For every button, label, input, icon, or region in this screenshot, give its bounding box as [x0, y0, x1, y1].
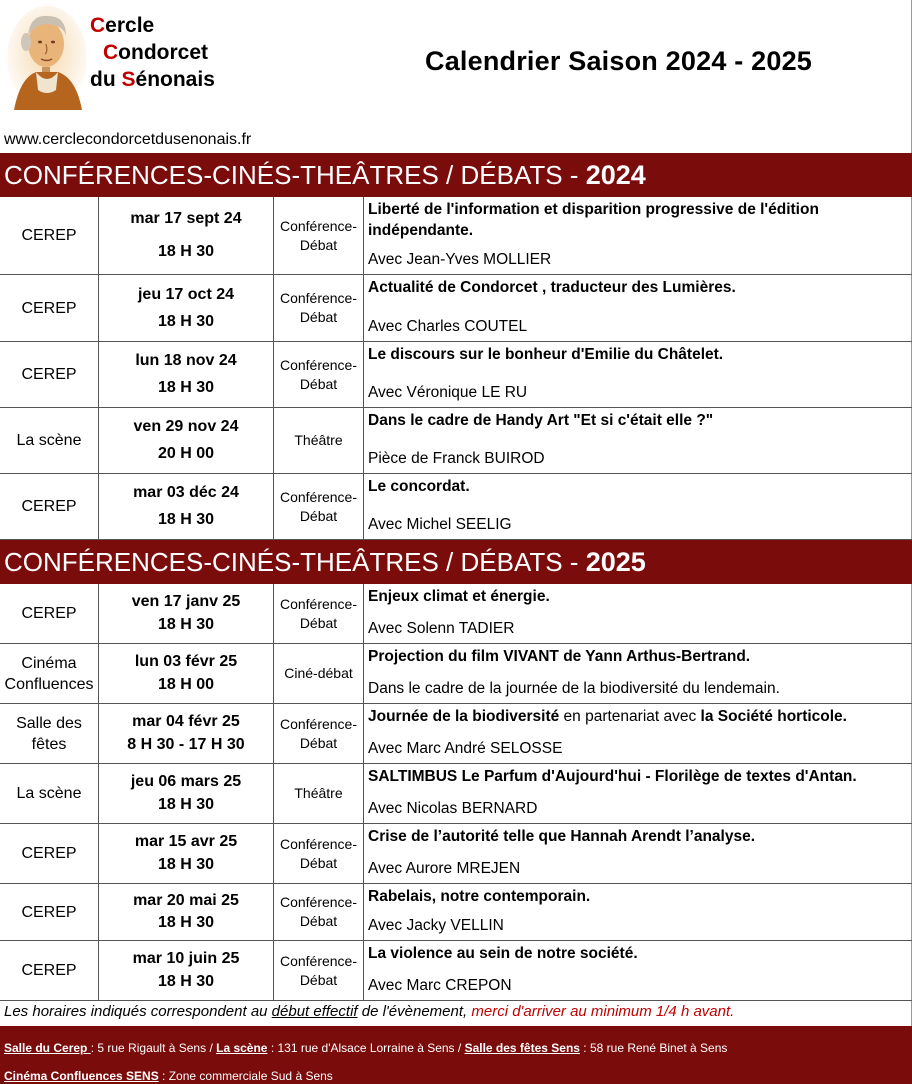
note-part1: Les horaires indiqués correspondent au: [4, 1003, 272, 1020]
table-row: [0, 644, 912, 704]
event-title-line: [368, 199, 908, 241]
event-speaker: Avec Jacky VELLIN: [368, 917, 504, 934]
event-place: CEREP: [0, 884, 99, 940]
event-time: 18 H 00: [157, 676, 215, 694]
event-time: 18 H 30: [157, 510, 215, 528]
logo-rest-3: énonais: [135, 68, 215, 91]
table-row: [0, 824, 912, 884]
event-datetime: [99, 275, 274, 341]
event-date: ven 29 nov 24: [133, 418, 239, 436]
event-title-line: [368, 826, 908, 847]
event-place: CEREP: [0, 824, 99, 883]
event-type: Conférence-Débat: [274, 474, 364, 539]
event-details: [364, 584, 912, 643]
event-title-line: [368, 943, 908, 964]
page-title: Calendrier Saison 2024 - 2025: [425, 46, 813, 76]
table-row: [0, 275, 912, 342]
event-place: CEREP: [0, 275, 99, 341]
event-title-line: [368, 706, 908, 727]
event-title: Dans le cadre de Handy Art "Et si c'était elle ?": [368, 412, 714, 429]
event-datetime: [99, 197, 274, 274]
event-place: La scène: [0, 408, 99, 473]
event-date: ven 17 janv 25: [131, 592, 241, 610]
event-time: 18 H 30: [157, 796, 215, 814]
venue-scene-address: : 131 rue d'Alsace Lorraine à Sens /: [267, 1041, 465, 1055]
event-date: mar 20 mai 25: [133, 892, 239, 909]
event-speaker: Avec Marc André SELOSSE: [368, 740, 563, 757]
event-date: mar 03 déc 24: [133, 484, 239, 502]
website-link[interactable]: www.cerclecondorcetdusenonais.fr: [4, 131, 252, 148]
event-datetime: [99, 764, 274, 823]
table-row: [0, 474, 912, 540]
event-title: Liberté de l'information et disparition progressive de l'édition indépendante.: [368, 201, 819, 239]
logo-cap-2: C: [103, 41, 119, 64]
section-year: 2025: [585, 547, 646, 577]
event-date: mar 17 sept 24: [130, 210, 242, 228]
event-time: 18 H 30: [157, 973, 215, 991]
event-place: CEREP: [0, 584, 99, 643]
event-title: SALTIMBUS Le Parfum d'Aujourd'hui - Florilège de textes d'Antan.: [368, 768, 857, 785]
table-row: [0, 197, 912, 275]
venue-cerep-address: : 5 rue Rigault à Sens /: [90, 1041, 217, 1055]
event-datetime: [99, 408, 274, 473]
event-speaker: Pièce de Franck BUIROD: [368, 450, 545, 467]
event-time: 18 H 30: [157, 914, 215, 931]
event-speaker: Avec Véronique LE RU: [368, 384, 528, 401]
logo-cap-3: S: [121, 68, 136, 91]
event-type: Conférence-Débat: [274, 824, 364, 883]
logo-pre-3: du: [90, 68, 122, 91]
event-datetime: [99, 474, 274, 539]
event-place: CEREP: [0, 474, 99, 539]
event-place: Salle des fêtes: [0, 704, 99, 763]
event-title-line: [368, 277, 908, 298]
event-date: lun 18 nov 24: [135, 352, 237, 370]
event-title-line: [368, 766, 908, 787]
table-row: [0, 941, 912, 1001]
event-date: jeu 06 mars 25: [130, 772, 242, 790]
venue-salle-fetes-name: Salle des fêtes Sens: [464, 1041, 580, 1055]
timing-note: [4, 1003, 734, 1020]
venues-footer: [0, 1026, 912, 1084]
event-title: Crise de l’autorité telle que Hannah Arendt l’analyse.: [368, 828, 756, 845]
event-date: jeu 17 oct 24: [137, 285, 235, 303]
note-underlined: début effectif: [271, 1003, 358, 1020]
event-title-end: la Société horticole.: [700, 708, 847, 725]
section-year: 2024: [585, 160, 646, 190]
event-speaker: Avec Charles COUTEL: [368, 318, 528, 335]
event-type: Conférence-Débat: [274, 941, 364, 1000]
event-title-extra: en partenariat avec: [559, 708, 701, 725]
event-datetime: [99, 824, 274, 883]
condorcet-portrait-logo: [6, 6, 88, 112]
event-details: [364, 197, 912, 274]
event-type: Ciné-débat: [274, 644, 364, 703]
event-place: Cinéma Confluences: [0, 644, 99, 703]
event-time: 18 H 30: [157, 856, 215, 874]
event-type: Conférence-Débat: [274, 197, 364, 274]
event-details: [364, 275, 912, 341]
event-details: [364, 342, 912, 407]
logo-cap-1: C: [90, 14, 106, 37]
venue-cerep-name: Salle du Cerep: [4, 1041, 91, 1055]
event-speaker: Dans le cadre de la journée de la biodiversité du lendemain.: [368, 680, 780, 697]
event-details: [364, 704, 912, 763]
event-type: Conférence-Débat: [274, 704, 364, 763]
event-details: [364, 408, 912, 473]
events-table: [0, 153, 912, 1001]
event-datetime: [99, 884, 274, 940]
event-speaker: Avec Jean-Yves MOLLIER: [368, 251, 552, 268]
event-title: Le discours sur le bonheur d'Emilie du Châtelet.: [368, 346, 724, 363]
event-datetime: [99, 584, 274, 643]
event-datetime: [99, 342, 274, 407]
venue-salle-fetes-address: : 58 rue René Binet à Sens: [579, 1041, 728, 1055]
event-details: [364, 644, 912, 703]
event-title-line: [368, 646, 908, 667]
event-title-line: [368, 476, 908, 497]
note-part2: de l'évènement,: [357, 1003, 472, 1020]
note-red: merci d'arriver au minimum 1/4 h avant.: [471, 1003, 735, 1020]
section-header: [0, 153, 912, 197]
event-speaker: Avec Solenn TADIER: [368, 620, 515, 637]
event-title: Le concordat.: [368, 478, 470, 495]
club-logo-text: [90, 12, 215, 93]
event-datetime: [99, 941, 274, 1000]
event-details: [364, 474, 912, 539]
section-label: CONFÉRENCES-CINÉS-THEÂTRES / DÉBATS -: [4, 160, 586, 190]
table-row: [0, 704, 912, 764]
event-speaker: Avec Nicolas BERNARD: [368, 800, 538, 817]
event-details: [364, 941, 912, 1000]
event-title: Rabelais, notre contemporain.: [368, 888, 591, 905]
venue-cinema-address: : Zone commerciale Sud à Sens: [158, 1069, 333, 1083]
event-title-line: [368, 886, 908, 907]
event-place: La scène: [0, 764, 99, 823]
table-row: [0, 764, 912, 824]
event-title-line: [368, 586, 908, 607]
table-row: [0, 584, 912, 644]
section-header: [0, 540, 912, 584]
event-speaker: Avec Michel SEELIG: [368, 516, 512, 533]
logo-rest-2: ondorcet: [118, 41, 209, 64]
event-time: 18 H 30: [157, 312, 215, 330]
event-details: [364, 764, 912, 823]
event-place: CEREP: [0, 941, 99, 1000]
header: [0, 0, 912, 152]
event-date: mar 04 févr 25: [132, 712, 240, 730]
event-speaker: Avec Marc CREPON: [368, 977, 512, 994]
table-row: [0, 342, 912, 408]
event-title: Enjeux climat et énergie.: [368, 588, 550, 605]
event-time: 18 H 30: [157, 378, 215, 396]
event-type: Conférence-Débat: [274, 342, 364, 407]
event-title: Actualité de Condorcet , traducteur des Lumières.: [368, 279, 736, 296]
event-type: Théâtre: [274, 764, 364, 823]
event-place: CEREP: [0, 197, 99, 274]
event-details: [364, 824, 912, 883]
event-speaker: Avec Aurore MREJEN: [368, 860, 521, 877]
event-time: 18 H 30: [157, 242, 215, 260]
event-time: 8 H 30 - 17 H 30: [127, 736, 245, 754]
section-label: CONFÉRENCES-CINÉS-THEÂTRES / DÉBATS -: [4, 547, 586, 577]
logo-rest-1: ercle: [105, 14, 155, 37]
event-title: Projection du film VIVANT de Yann Arthus-Bertrand.: [368, 648, 751, 665]
table-row: [0, 884, 912, 941]
event-type: Théâtre: [274, 408, 364, 473]
event-time: 20 H 00: [157, 444, 215, 462]
event-type: Conférence-Débat: [274, 275, 364, 341]
venue-scene-name: La scène: [216, 1041, 268, 1055]
event-datetime: [99, 644, 274, 703]
event-type: Conférence-Débat: [274, 584, 364, 643]
event-date: mar 15 avr 25: [134, 832, 238, 850]
event-date: lun 03 févr 25: [134, 652, 238, 670]
event-type: Conférence-Débat: [274, 884, 364, 940]
event-datetime: [99, 704, 274, 763]
event-title-line: [368, 344, 908, 365]
event-time: 18 H 30: [157, 616, 215, 634]
venue-cinema-name: Cinéma Confluences SENS: [4, 1069, 159, 1083]
event-title: Journée de la biodiversité: [368, 708, 560, 725]
event-title: La violence au sein de notre société.: [368, 945, 638, 962]
table-row: [0, 408, 912, 474]
event-place: CEREP: [0, 342, 99, 407]
event-date: mar 10 juin 25: [132, 949, 240, 967]
event-details: [364, 884, 912, 940]
event-title-line: [368, 410, 908, 431]
